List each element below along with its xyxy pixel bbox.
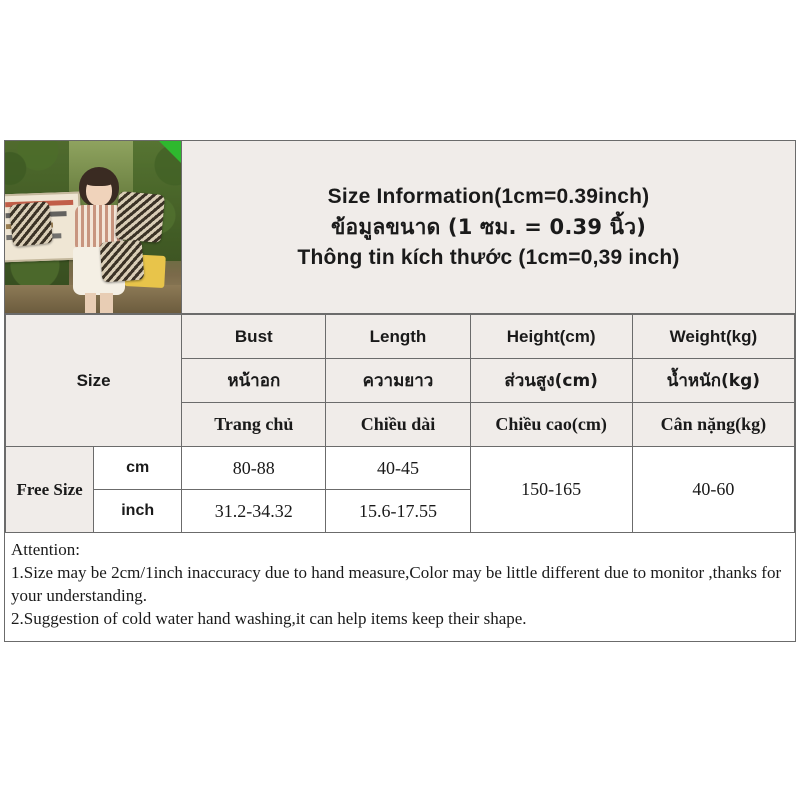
header-height-vi: Chiều cao(cm) — [470, 403, 632, 447]
header-weight-th: น้ำหนัก(kg) — [632, 359, 794, 403]
title-thai: ข้อมูลขนาด (1 ซม. = 0.39 นิ้ว) — [330, 214, 646, 239]
bust-cm-value: 80-88 — [182, 447, 326, 490]
size-chart-card — [4, 140, 796, 642]
woven-bag-icon — [9, 201, 53, 247]
header-weight-en: Weight(kg) — [632, 315, 794, 359]
height-value: 150-165 — [470, 447, 632, 533]
chart-title-block — [182, 141, 795, 313]
unit-cell-cm: cm — [94, 447, 182, 490]
header-bust-th: หน้าอก — [182, 359, 326, 403]
header-length-th: ความยาว — [326, 359, 470, 403]
attention-title: Attention: — [11, 540, 80, 559]
attention-block — [5, 533, 795, 641]
length-cm-value: 40-45 — [326, 447, 470, 490]
woven-bag-icon — [100, 240, 145, 283]
weight-value: 40-60 — [632, 447, 794, 533]
attention-note-1: 1.Size may be 2cm/1inch inaccuracy due to hand measure,Color may be little different due to monitor ,thanks for your understanding. — [11, 562, 782, 605]
table-header-row-en — [6, 315, 795, 359]
header-length-vi: Chiều dài — [326, 403, 470, 447]
woven-bag-icon — [115, 191, 165, 243]
table-row — [6, 447, 795, 490]
size-table — [5, 314, 795, 533]
header-height-en: Height(cm) — [470, 315, 632, 359]
attention-note-2: 2.Suggestion of cold water hand washing,it can help items keep their shape. — [11, 608, 527, 628]
length-inch-value: 15.6-17.55 — [326, 490, 470, 533]
header-height-th: ส่วนสูง(cm) — [470, 359, 632, 403]
free-size-cell: Free Size — [6, 447, 94, 533]
size-header-cell: Size — [6, 315, 182, 447]
unit-cell-inch: inch — [94, 490, 182, 533]
title-english: Size Information(1cm=0.39inch) — [327, 184, 650, 208]
header-bust-en: Bust — [182, 315, 326, 359]
title-vietnamese: Thông tin kích thước (1cm=0,39 inch) — [297, 245, 680, 269]
chart-header — [5, 141, 795, 314]
header-bust-vi: Trang chủ — [182, 403, 326, 447]
header-weight-vi: Cân nặng(kg) — [632, 403, 794, 447]
header-length-en: Length — [326, 315, 470, 359]
product-photo — [5, 141, 182, 313]
bust-inch-value: 31.2-34.32 — [182, 490, 326, 533]
corner-flag-icon — [159, 141, 181, 163]
